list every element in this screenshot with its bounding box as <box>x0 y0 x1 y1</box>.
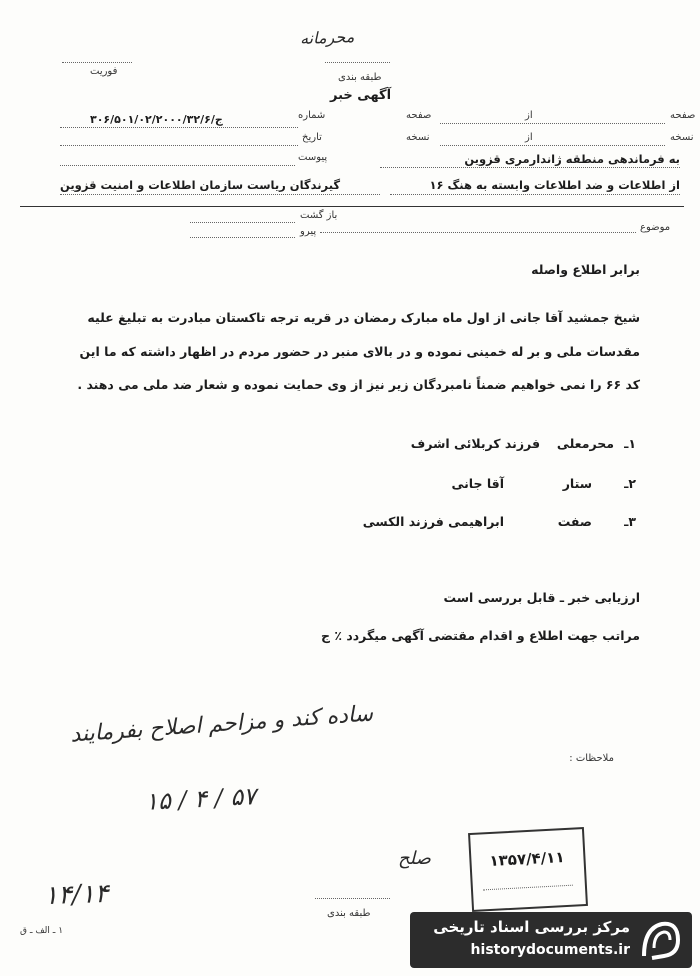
supporter-2-rest: آقا جانی <box>451 476 504 491</box>
footer-classification-dots <box>315 898 390 899</box>
classification-label: طبقه بندی <box>338 72 382 83</box>
supporter-1-num: ۱ـ <box>624 436 636 451</box>
body-intro: برابر اطلاع واصله <box>531 262 640 277</box>
number-value: ۳۰۶/۵۰۱/۰۲/۲۰۰۰/۳۲/ج/۶ <box>90 113 223 126</box>
copy-dots <box>440 145 665 146</box>
reference-label: پیرو <box>300 226 317 237</box>
recipient-line: گیرندگان ریاست سازمان اطلاعات و امنیت قزوین <box>60 178 341 192</box>
to-line: به فرماندهی منطقه ژاندارمری قزوین <box>464 152 680 166</box>
body-line-3: کد ۶۶ را نمی خواهیم ضمناً نامبردگان زیر نیز از وی حمایت نموده و شعار ضد ملی می دهند . <box>77 377 640 392</box>
stamp-lines <box>483 885 573 891</box>
copy-label: نسخه <box>670 132 694 143</box>
followup-label: باز گشت <box>300 210 338 221</box>
watermark-badge <box>410 912 692 968</box>
attachment-label: پیوست <box>298 152 328 163</box>
page-dots <box>440 123 665 124</box>
copy-label-2: نسخه <box>406 132 430 143</box>
footer-form-code: ۱ ـ الف ـ ق <box>20 926 64 936</box>
from-line: از اطلاعات و ضد اطلاعات وابسته به هنگ ۱۶ <box>429 178 680 192</box>
subject-label: موضوع <box>640 222 671 233</box>
followup-dots <box>190 222 295 223</box>
watermark-url[interactable]: historydocuments.ir <box>470 942 630 958</box>
page-number: ۱۴/۱۴ <box>43 878 110 912</box>
date-label: تاریخ <box>302 132 322 143</box>
page-from-label: از <box>525 110 533 121</box>
urgency-label: فوریت <box>90 66 118 77</box>
number-dots <box>60 127 298 128</box>
from-dots <box>390 194 680 195</box>
body-line-1: شیخ جمشید آقا جانی از اول ماه مبارک رمضان در قریه ترجه تاکستان مبادرت به تبلیغ علیه <box>87 310 640 325</box>
stamp-signature: صلح <box>398 848 431 869</box>
body-line-2: مقدسات ملی و بر له خمینی نموده و در بالای منبر در حضور مردم در اظهار داشته که ما این <box>79 344 640 359</box>
supporter-3-num: ۳ـ <box>624 514 636 529</box>
supporter-1-rest: فرزند کربلائی اشرف <box>410 436 540 451</box>
page-label-2: صفحه <box>406 110 432 121</box>
document-title: آگهی خبر <box>330 88 392 103</box>
supporter-2-num: ۲ـ <box>624 476 636 491</box>
assessment-line: ارزیابی خبر ـ قابل بررسی است <box>443 590 640 605</box>
header-rule <box>20 206 684 207</box>
copy-from-label: از <box>525 132 533 143</box>
handwritten-date: ۱۵ / ۴ / ۵۷ <box>144 782 257 816</box>
supporter-2-first: ستار <box>562 476 592 491</box>
attachment-dots <box>60 165 295 166</box>
watermark-logo-icon <box>638 918 684 962</box>
handwritten-note: ساده کند و مزاحم اصلاح بفرمایند <box>69 701 374 748</box>
to-dots <box>380 167 680 168</box>
closing-line: مراتب جهت اطلاع و اقدام مقتضی آگهی میگردد ٪ ج <box>321 628 640 643</box>
urgency-dots <box>62 62 132 63</box>
watermark-title: مرکز بررسی اسناد تاریخی <box>433 918 630 936</box>
classification-dots <box>325 62 390 63</box>
remarks-label: ملاحظات : <box>569 753 614 764</box>
reference-dots <box>190 237 295 238</box>
date-dots <box>60 145 298 146</box>
supporter-1-first: محرمعلی <box>556 436 614 451</box>
footer-classification-label: طبقه بندی <box>327 908 371 919</box>
supporter-3-first: صفت <box>557 514 592 529</box>
stamp-date: ۱۳۵۷/۴/۱۱ <box>489 848 565 870</box>
page-label: صفحه <box>670 110 696 121</box>
recipient-dots <box>60 194 380 195</box>
received-stamp <box>468 827 588 912</box>
subject-dots <box>320 232 636 233</box>
handwritten-top-note: محرمانه <box>299 27 355 48</box>
number-label: شماره <box>298 110 326 121</box>
supporter-3-rest: ابراهیمی فرزند الکسی <box>362 514 504 529</box>
